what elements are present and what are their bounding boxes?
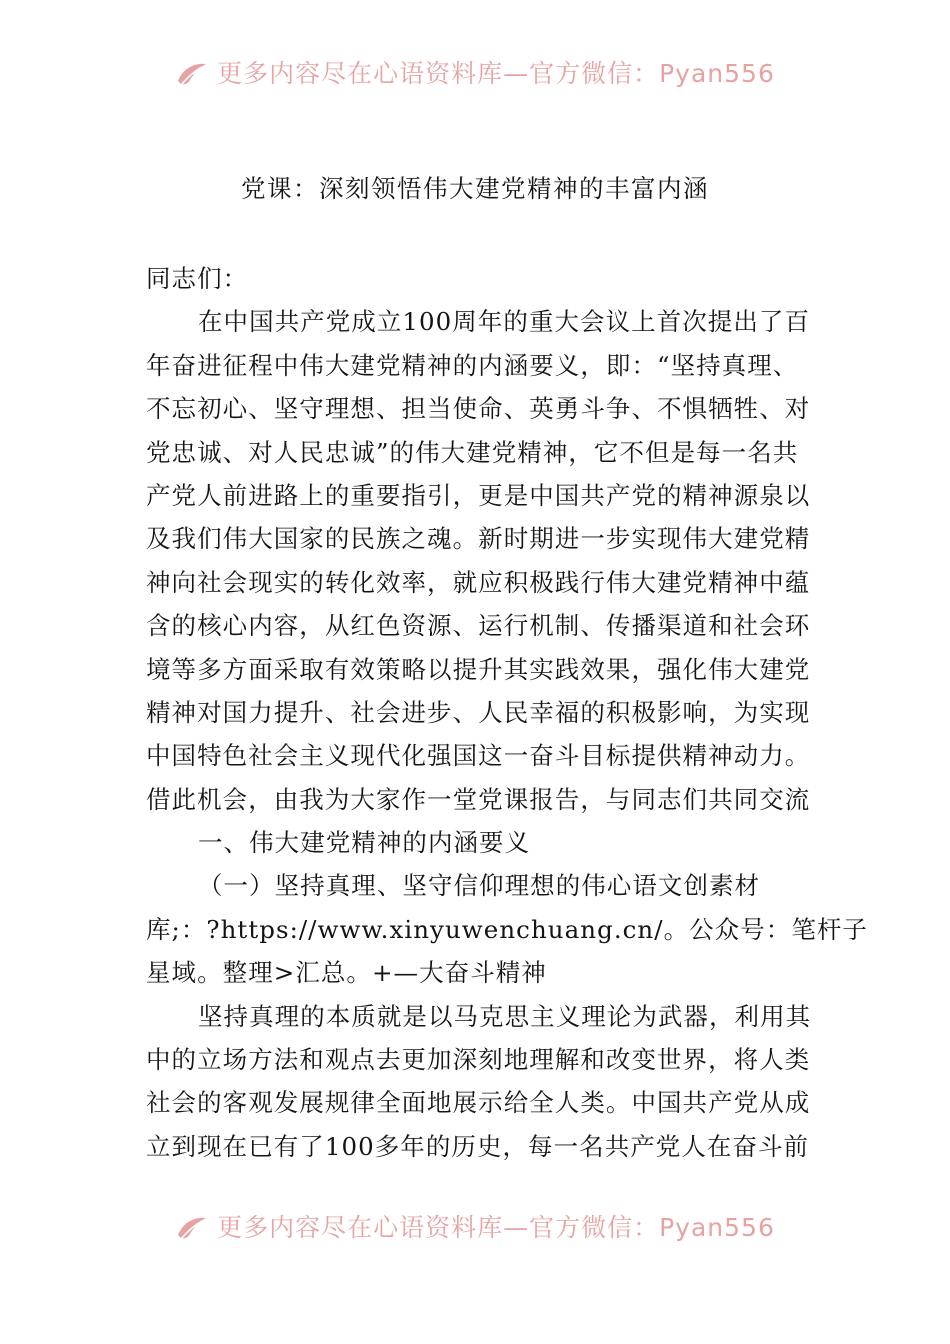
paragraph-line: 含的核心内容，从红色资源、运行机制、传播渠道和社会环 — [146, 611, 811, 641]
document-body — [146, 257, 868, 1168]
paragraph-line: 社会的客观发展规律全面地展示给全人类。中国共产党从成 — [146, 1088, 811, 1118]
feather-logo-icon — [175, 1213, 209, 1242]
paragraph-line: 借此机会，由我为大家作一堂党课报告，与同志们共同交流 — [146, 784, 811, 814]
subsection-heading-cont: 库;：?https://www.xinyuwenchuang.cn/。公众号：笔杆子 — [146, 914, 868, 944]
feather-logo-icon — [175, 59, 209, 88]
document-title: 党课：深刻领悟伟大建党精神的丰富内涵 — [241, 174, 709, 203]
paragraph-line: 中的立场方法和观点去更加深刻地理解和改变世界，将人类 — [146, 1045, 811, 1075]
paragraph-line: 产党人前进路上的重要指引，更是中国共产党的精神源泉以 — [146, 480, 811, 510]
paragraph-line: 不忘初心、坚守理想、担当使命、英勇斗争、不惧牺牲、对 — [146, 394, 811, 424]
paragraph-line: 在中国共产党成立100周年的重大会议上首次提出了百 — [198, 307, 811, 337]
subsection-heading: （一）坚持真理、坚守信仰理想的伟心语文创素材 — [198, 871, 761, 901]
paragraph-line: 精神对国力提升、社会进步、人民幸福的积极影响，为实现 — [146, 697, 811, 727]
paragraph-line: 中国特色社会主义现代化强国这一奋斗目标提供精神动力。 — [146, 741, 811, 771]
watermark-header — [0, 54, 950, 88]
subsection-heading-cont: 星域。整理>汇总。+—大奋斗精神 — [146, 958, 547, 988]
watermark-text: 更多内容尽在心语资料库—官方微信：Pyan556 — [217, 59, 775, 88]
paragraph-line: 及我们伟大国家的民族之魂。新时期进一步实现伟大建党精 — [146, 524, 811, 554]
paragraph-line: 党忠诚、对人民忠诚”的伟大建党精神，它不但是每一名共 — [146, 437, 799, 467]
paragraph-line: 神向社会现实的转化效率，就应积极践行伟大建党精神中蕴 — [146, 567, 811, 597]
section-heading: 一、伟大建党精神的内涵要义 — [198, 828, 531, 858]
paragraph-line: 年奋进征程中伟大建党精神的内涵要义，即：“坚持真理、 — [146, 350, 799, 380]
paragraph-line: 境等多方面采取有效策略以提升其实践效果，强化伟大建党 — [146, 654, 811, 684]
paragraph-line: 坚持真理的本质就是以马克思主义理论为武器，利用其 — [198, 1001, 812, 1031]
salutation: 同志们： — [146, 264, 249, 293]
watermark-text: 更多内容尽在心语资料库—官方微信：Pyan556 — [217, 1213, 775, 1242]
watermark-footer — [0, 1208, 950, 1242]
paragraph-line: 立到现在已有了100多年的历史，每一名共产党人在奋斗前 — [146, 1131, 810, 1161]
